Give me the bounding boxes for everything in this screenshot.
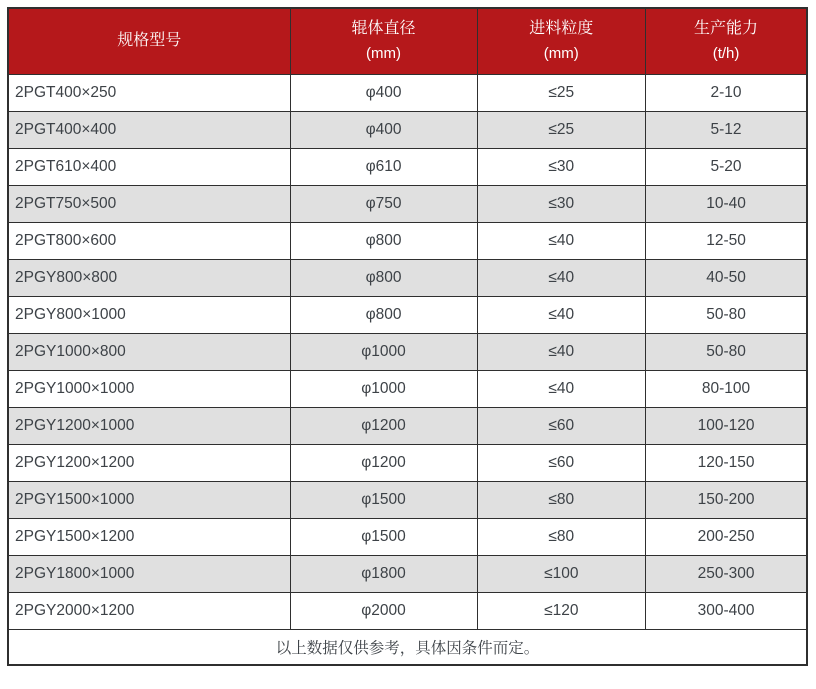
cell-model: 2PGY800×800 (8, 259, 290, 296)
cell-capacity: 12-50 (646, 222, 807, 259)
col-header-roller-diameter-unit: (mm) (366, 45, 402, 63)
table-row (8, 333, 807, 370)
cell-roller-diameter: φ1500 (290, 518, 477, 555)
footer-note: 以上数据仅供参考，具体因条件而定。 (8, 629, 807, 665)
footer-row (8, 629, 807, 665)
table-row (8, 185, 807, 222)
col-header-model-label: 规格型号 (117, 32, 182, 50)
table-row (8, 259, 807, 296)
table-row (8, 296, 807, 333)
cell-model: 2PGT400×250 (8, 74, 290, 111)
cell-capacity: 5-20 (646, 148, 807, 185)
cell-feed-size: ≤80 (477, 481, 646, 518)
table-row (8, 370, 807, 407)
cell-roller-diameter: φ800 (290, 259, 477, 296)
cell-feed-size: ≤100 (477, 555, 646, 592)
col-header-capacity-unit: (t/h) (712, 45, 740, 63)
cell-model: 2PGY1200×1000 (8, 407, 290, 444)
cell-feed-size: ≤30 (477, 185, 646, 222)
spec-table-body (8, 74, 807, 629)
cell-model: 2PGT610×400 (8, 148, 290, 185)
cell-feed-size: ≤60 (477, 407, 646, 444)
cell-model: 2PGY1500×1200 (8, 518, 290, 555)
col-header-feed-size-label: 进料粒度 (529, 20, 594, 38)
cell-roller-diameter: φ800 (290, 296, 477, 333)
cell-model: 2PGY1800×1000 (8, 555, 290, 592)
cell-roller-diameter: φ750 (290, 185, 477, 222)
cell-roller-diameter: φ800 (290, 222, 477, 259)
cell-model: 2PGY800×1000 (8, 296, 290, 333)
cell-feed-size: ≤120 (477, 592, 646, 629)
cell-roller-diameter: φ1200 (290, 444, 477, 481)
table-row (8, 148, 807, 185)
cell-capacity: 100-120 (646, 407, 807, 444)
col-header-roller-diameter (290, 8, 477, 74)
col-header-feed-size-unit: (mm) (543, 45, 579, 63)
col-header-feed-size (477, 8, 646, 74)
cell-feed-size: ≤40 (477, 259, 646, 296)
cell-model: 2PGT750×500 (8, 185, 290, 222)
cell-capacity: 5-12 (646, 111, 807, 148)
table-row (8, 592, 807, 629)
cell-capacity: 200-250 (646, 518, 807, 555)
table-row (8, 407, 807, 444)
cell-feed-size: ≤25 (477, 111, 646, 148)
cell-model: 2PGY2000×1200 (8, 592, 290, 629)
table-row (8, 111, 807, 148)
table-row (8, 74, 807, 111)
table-row (8, 518, 807, 555)
cell-capacity: 300-400 (646, 592, 807, 629)
cell-model: 2PGY1500×1000 (8, 481, 290, 518)
cell-model: 2PGY1000×1000 (8, 370, 290, 407)
cell-model: 2PGY1200×1200 (8, 444, 290, 481)
cell-capacity: 250-300 (646, 555, 807, 592)
table-row (8, 222, 807, 259)
cell-capacity: 120-150 (646, 444, 807, 481)
cell-roller-diameter: φ1200 (290, 407, 477, 444)
cell-capacity: 80-100 (646, 370, 807, 407)
col-header-roller-diameter-label: 辊体直径 (351, 20, 416, 38)
cell-roller-diameter: φ610 (290, 148, 477, 185)
cell-feed-size: ≤80 (477, 518, 646, 555)
table-row (8, 555, 807, 592)
cell-feed-size: ≤40 (477, 296, 646, 333)
cell-feed-size: ≤40 (477, 370, 646, 407)
cell-feed-size: ≤40 (477, 222, 646, 259)
cell-feed-size: ≤40 (477, 333, 646, 370)
cell-feed-size: ≤25 (477, 74, 646, 111)
cell-capacity: 40-50 (646, 259, 807, 296)
cell-roller-diameter: φ1800 (290, 555, 477, 592)
cell-model: 2PGY1000×800 (8, 333, 290, 370)
table-row (8, 481, 807, 518)
cell-roller-diameter: φ2000 (290, 592, 477, 629)
cell-roller-diameter: φ400 (290, 74, 477, 111)
spec-table-footer (8, 629, 807, 665)
cell-capacity: 50-80 (646, 333, 807, 370)
header-row (8, 8, 807, 74)
cell-model: 2PGT800×600 (8, 222, 290, 259)
cell-capacity: 150-200 (646, 481, 807, 518)
cell-roller-diameter: φ1000 (290, 370, 477, 407)
col-header-capacity-label: 生产能力 (694, 20, 759, 38)
table-row (8, 444, 807, 481)
cell-model: 2PGT400×400 (8, 111, 290, 148)
cell-roller-diameter: φ1500 (290, 481, 477, 518)
cell-feed-size: ≤30 (477, 148, 646, 185)
cell-capacity: 50-80 (646, 296, 807, 333)
cell-capacity: 10-40 (646, 185, 807, 222)
spec-table (7, 7, 808, 666)
cell-roller-diameter: φ400 (290, 111, 477, 148)
cell-feed-size: ≤60 (477, 444, 646, 481)
cell-capacity: 2-10 (646, 74, 807, 111)
col-header-capacity (646, 8, 807, 74)
spec-table-header (8, 8, 807, 74)
cell-roller-diameter: φ1000 (290, 333, 477, 370)
col-header-model (8, 8, 290, 74)
